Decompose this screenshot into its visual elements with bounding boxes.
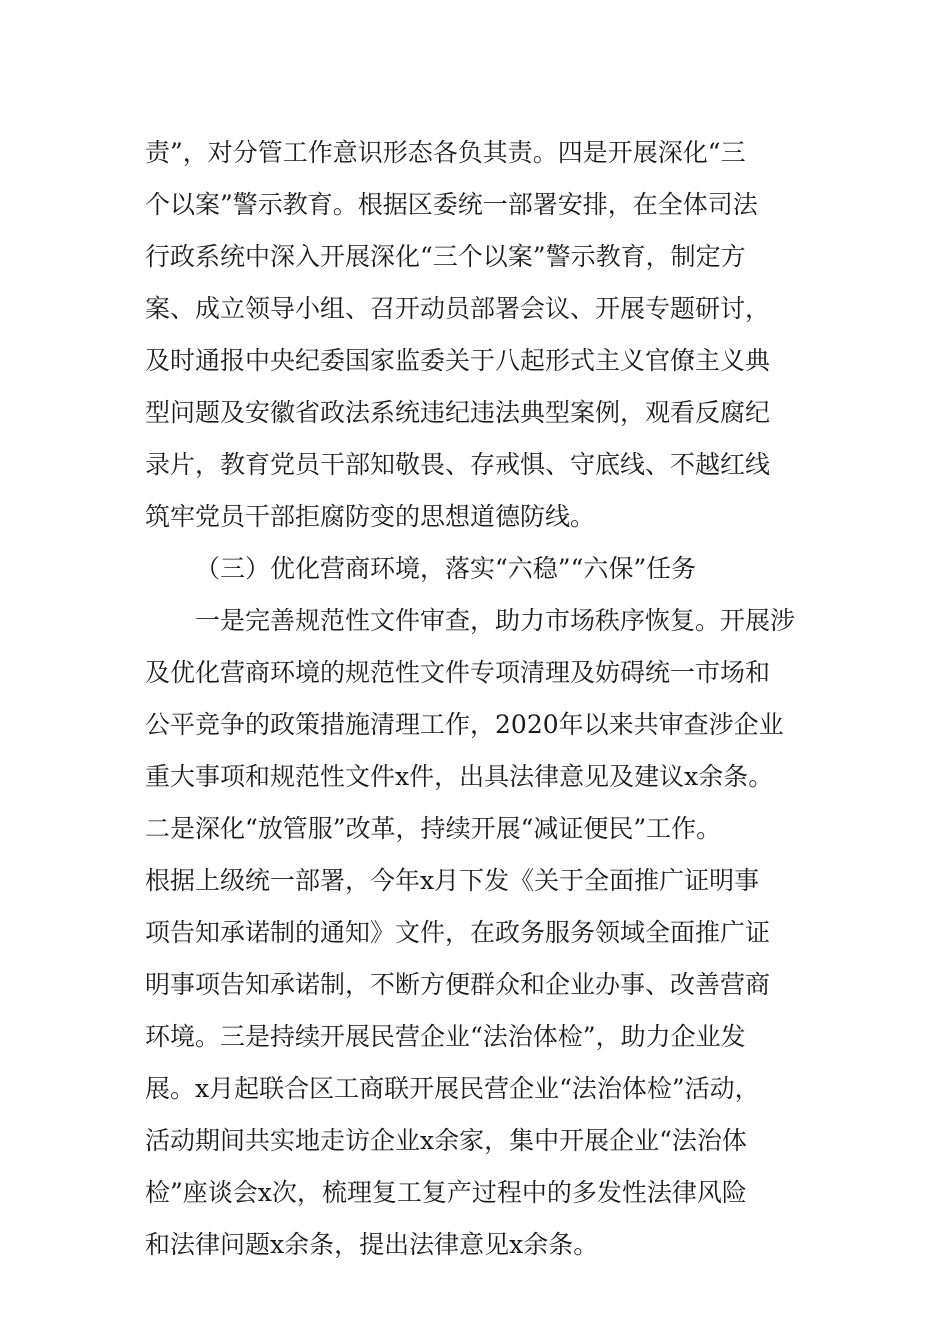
- text-line: 环境。三是持续开展民营企业“法治体检”，助力企业发: [145, 1022, 746, 1051]
- text-line: 明事项告知承诺制，不断方便群众和企业办事、改善营商: [145, 970, 771, 999]
- text-line: 责”，对分管工作意识形态各负其责。四是开展深化“三: [145, 138, 746, 167]
- text-line: 展。x月起联合区工商联开展民营企业“法治体检”活动，: [145, 1074, 760, 1103]
- text-line: 个以案”警示教育。根据区委统一部署安排，在全体司法: [145, 190, 758, 219]
- text-line: 活动期间共实地走访企业x余家，集中开展企业“法治体: [145, 1126, 747, 1155]
- text-line: 型问题及安徽省政法系统违纪违法典型案例，观看反腐纪: [145, 398, 771, 427]
- text-line: 二是深化“放管服”改革，持续开展“减证便民”工作。: [145, 814, 722, 843]
- text-line: 录片，教育党员干部知敬畏、存戒惧、守底线、不越红线: [145, 450, 771, 479]
- text-line: 一是完善规范性文件审查，助力市场秩序恢复。开展涉: [195, 606, 796, 635]
- text-line: 案、成立领导小组、召开动员部署会议、开展专题研讨，: [145, 294, 771, 323]
- text-line: 检”座谈会x次，梳理复工复产过程中的多发性法律风险: [145, 1178, 747, 1207]
- text-line: 和法律问题x余条，提出法律意见x余条。: [145, 1230, 599, 1259]
- body-text: [145, 127, 815, 1271]
- text-line: 重大事项和规范性文件x件，出具法律意见及建议x余条。: [145, 762, 774, 791]
- text-line: 筑牢党员干部拒腐防变的思想道德防线。: [145, 502, 596, 531]
- text-line: 项告知承诺制的通知》文件，在政务服务领域全面推广证: [145, 918, 771, 947]
- section-heading: （三）优化营商环境，落实“六稳”“六保”任务: [195, 554, 697, 583]
- text-line: 行政系统中深入开展深化“三个以案”警示教育，制定方: [145, 242, 746, 271]
- text-line: 公平竞争的政策措施清理工作，2020年以来共审查涉企业: [145, 710, 784, 739]
- text-line: 及优化营商环境的规范性文件专项清理及妨碍统一市场和: [145, 658, 771, 687]
- text-line: 及时通报中央纪委国家监委关于八起形式主义官僚主义典: [145, 346, 771, 375]
- text-line: 根据上级统一部署，今年x月下发《关于全面推广证明事: [145, 866, 760, 895]
